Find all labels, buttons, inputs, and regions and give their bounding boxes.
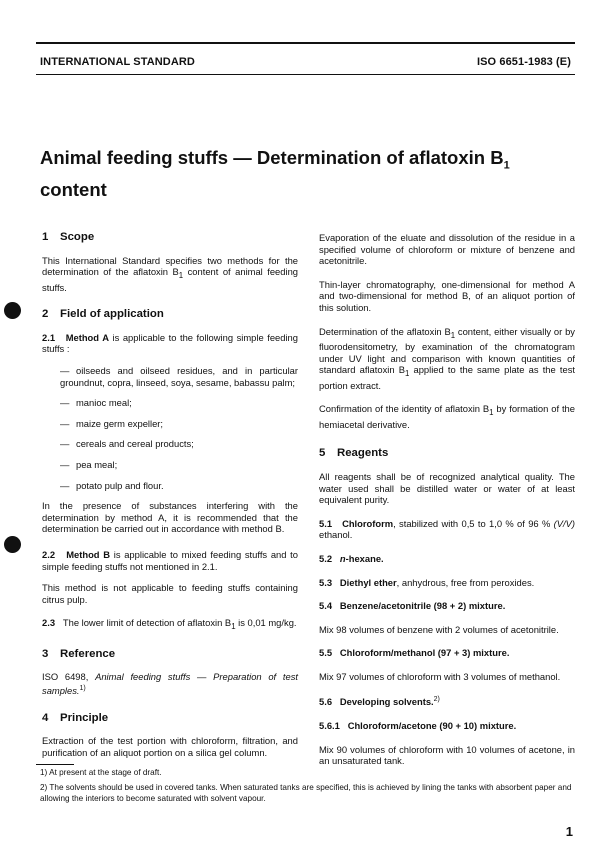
scope-text: This International Standard specifies two methods for the determination of the aflatoxin $B_1$ content of animal feeding stuffs.	[42, 254, 298, 293]
principle-text-2: Evaporation of the eluate and dissolution of the residue in a specified volume of chloroform or mixture of benzene and acetonitrile.	[319, 232, 575, 267]
reagent-5-6-1: 5.6.1 Chloroform/acetone (90 + 10) mixture.	[319, 720, 517, 732]
page-number: 1	[565, 824, 573, 839]
list-item: — maize germ expeller;	[60, 417, 164, 429]
reagents-intro: All reagents shall be of recognized analytical quality. The water used shall be distilled water or water of at least equivalent purity.	[319, 470, 575, 506]
clause-2-1: 2.1 Method A is applicable to the following simple feeding stuffs :	[42, 331, 298, 355]
list-item: — cereals and cereal products;	[60, 438, 194, 450]
section-heading: 2 Field of application	[42, 308, 164, 321]
reagent-5-6: 5.6 Developing solvents.$^{2)}$	[319, 696, 440, 708]
list-item: — pea meal;	[60, 459, 118, 470]
principle-text-1: Extraction of the test portion with chloroform, filtration, and purification of an aliquot portion on a silica gel column.	[42, 735, 298, 758]
reagent-5-3: 5.3 Diethyl ether, anhydrous, free from peroxides.	[319, 576, 535, 588]
header-standard-label: INTERNATIONAL STANDARD	[40, 56, 195, 68]
clause-2-3: 2.3 The lower limit of detection of aflatoxin $B_1$ is 0,01 mg/kg.	[42, 617, 297, 632]
footnote-1: 1) At present at the stage of draft.	[40, 768, 162, 777]
feeding-stuffs-list	[42, 365, 298, 491]
footnote-rule	[36, 764, 74, 765]
citrus-note: This method is not applicable to feeding stuffs containing citrus pulp.	[42, 582, 298, 605]
list-item: — potato pulp and flour.	[60, 479, 164, 491]
principle-text-4: Determination of the aflatoxin $B_1$ content, either visually or by fluorodensitometry, by examination of the chromatogram under UV light and comparison with known quantities of standard aflatoxin $B_1$ applied to the same plate as the test portion extract.	[319, 325, 575, 391]
reagent-5-4: 5.4 Benzene/acetonitrile (98 + 2) mixture.	[319, 600, 506, 612]
right-column	[319, 232, 575, 777]
reagent-5-5-text: Mix 97 volumes of chloroform with 3 volumes of methanol.	[319, 670, 561, 682]
reagent-5-2: 5.2 n-hexane.	[319, 552, 384, 564]
reagent-5-1: 5.1 Chloroform, stabilized with 0,5 to 1,0 % of 96 % (V/V) ethanol.	[319, 517, 575, 541]
reference-text: ISO 6498, Animal feeding stuffs — Preparation of test samples.$^{1)}$	[42, 671, 298, 697]
punch-hole	[4, 536, 21, 553]
page-title: Animal feeding stuffs — Determination of aflatoxin $B_1$ content	[40, 147, 510, 200]
section-heading: 5 Reagents	[319, 447, 389, 460]
principle-text-5: Confirmation of the identity of aflatoxin $B_1$ by formation of the hemiacetal derivative.	[319, 403, 575, 430]
list-item: — oilseeds and oilseed residues, and in particular groundnut, copra, linseed, soya, sesame, babassu palm;	[60, 365, 298, 388]
top-rule	[36, 42, 575, 44]
section-heading: 4 Principle	[42, 711, 109, 724]
section-heading: 3 Reference	[42, 647, 116, 660]
section-heading: 1 Scope	[42, 231, 95, 243]
punch-hole	[4, 302, 21, 319]
reagent-5-6-1-text: Mix 90 volumes of chloroform with 10 volumes of acetone, in an unsaturated tank.	[319, 743, 575, 767]
reagent-5-4-text: Mix 98 volumes of benzene with 2 volumes of acetonitrile.	[319, 623, 559, 635]
left-column	[42, 232, 298, 769]
header-document-number: ISO 6651-1983 (E)	[476, 56, 571, 68]
reagent-5-5: 5.5 Chloroform/methanol (97 + 3) mixture.	[319, 647, 510, 659]
list-item: — manioc meal;	[60, 397, 132, 409]
footnote-2: 2) The solvents should be used in covered tanks. When saturated tanks are specified, this is achieved by lining the tanks with absorbent paper and allowing the interiors to become saturated with solvent vapour.	[40, 783, 572, 803]
header-rule	[36, 74, 575, 75]
principle-text-3: Thin-layer chromatography, one-dimensional for method A and two-dimensional for method B, of an aliquot portion of this solution.	[319, 278, 575, 313]
interfering-note: In the presence of substances interfering with the determination by method A, it is recommended that the determination be carried out in accordance with method B.	[42, 500, 298, 535]
clause-2-2: 2.2 Method B is applicable to mixed feeding stuffs and to simple feeding stuffs not mentioned in 2.1.	[42, 548, 298, 572]
